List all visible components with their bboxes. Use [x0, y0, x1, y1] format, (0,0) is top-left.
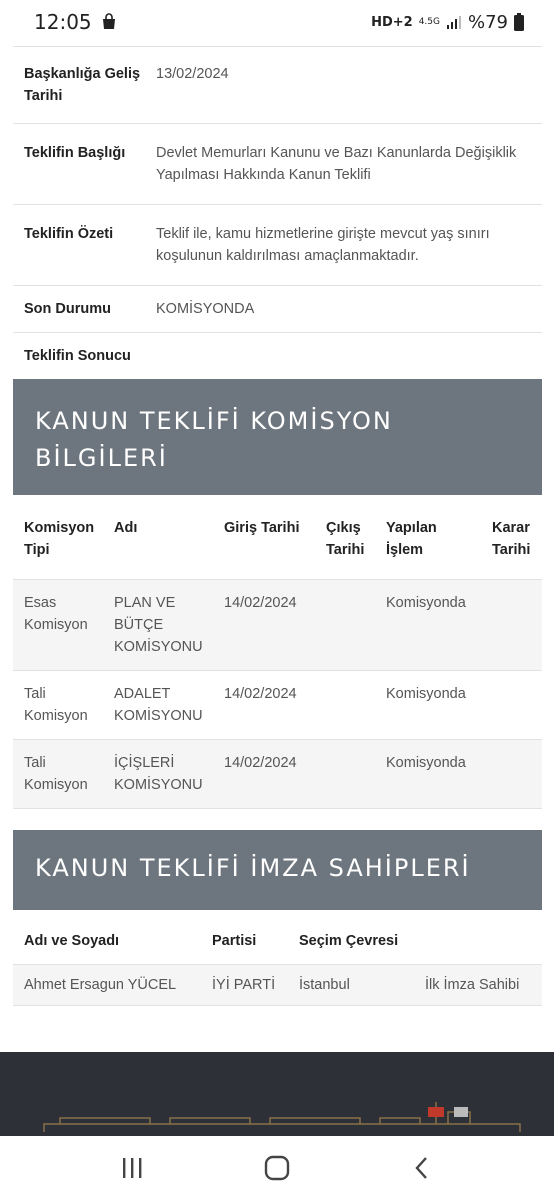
table-header-row — [13, 517, 542, 580]
battery-icon — [514, 13, 524, 31]
signatories-table — [13, 930, 542, 1006]
commission-link[interactable]: ADALET KOMİSYONU — [103, 671, 213, 740]
detail-label: Teklifin Sonucu — [24, 348, 131, 364]
battery-percent: %79 — [467, 11, 508, 33]
status-bar — [0, 0, 554, 44]
recent-apps-icon — [120, 1157, 144, 1179]
column-header: Yapılan İşlem — [386, 520, 437, 558]
cell-action: Komisyonda — [375, 740, 481, 809]
detail-row-status — [13, 286, 542, 333]
table-row — [13, 740, 542, 809]
back-button[interactable] — [402, 1148, 442, 1188]
column-header: Adı ve Soyadı — [24, 933, 120, 949]
detail-label: Teklifin Başlığı — [24, 145, 126, 161]
column-header: Komisyon Tipi — [24, 520, 95, 558]
signatory-name-link[interactable]: Ahmet Ersagun YÜCEL — [13, 965, 201, 1006]
cell-entry-date: 14/02/2024 — [213, 740, 315, 809]
back-chevron-icon — [414, 1156, 430, 1180]
detail-row-result — [13, 333, 542, 380]
cell-action: Komisyonda — [375, 580, 481, 671]
cell-party: İYİ PARTİ — [201, 965, 288, 1006]
commission-table — [13, 517, 542, 809]
cell-type: Esas Komisyon — [13, 580, 103, 671]
column-header: Giriş Tarihi — [224, 520, 300, 536]
commission-link[interactable]: PLAN VE BÜTÇE KOMİSYONU — [103, 580, 213, 671]
column-header: Adı — [114, 520, 138, 536]
detail-row-summary — [13, 205, 542, 286]
status-net-type: 4.5G — [418, 16, 440, 27]
detail-value — [156, 345, 542, 367]
cell-decision-date — [481, 740, 542, 809]
cell-type: Tali Komisyon — [13, 740, 103, 809]
signatories-section-title: KANUN TEKLİFİ İMZA SAHİPLERİ — [13, 830, 542, 910]
parliament-building-illustration — [0, 1052, 554, 1142]
detail-label: Teklifin Özeti — [24, 226, 114, 242]
cell-role: İlk İmza Sahibi — [414, 965, 542, 1006]
column-header: Çıkış Tarihi — [326, 520, 365, 558]
column-header: Karar Tarihi — [492, 520, 531, 558]
cell-exit-date — [315, 580, 375, 671]
shopping-bag-icon — [100, 13, 118, 31]
detail-row-arrival-date — [13, 46, 542, 124]
table-header-row — [13, 930, 542, 965]
detail-value: Teklif ile, kamu hizmetlerine girişte mevcut yaş sınırı koşulunun kaldırılması amaçlanmaktadır. — [156, 226, 490, 264]
home-icon — [264, 1155, 290, 1181]
home-button[interactable] — [257, 1148, 297, 1188]
commission-link[interactable]: İÇİŞLERİ KOMİSYONU — [103, 740, 213, 809]
proposal-details — [13, 46, 542, 380]
cell-constituency: İstanbul — [288, 965, 414, 1006]
detail-label: Başkanlığa Geliş Tarihi — [24, 66, 141, 104]
cell-type: Tali Komisyon — [13, 671, 103, 740]
status-time: 12:05 — [34, 10, 92, 34]
cell-action: Komisyonda — [375, 671, 481, 740]
cell-exit-date — [315, 740, 375, 809]
cell-exit-date — [315, 671, 375, 740]
android-nav-bar — [0, 1136, 554, 1200]
cell-entry-date: 14/02/2024 — [213, 671, 315, 740]
detail-value: KOMİSYONDA — [156, 301, 255, 317]
cell-entry-date: 14/02/2024 — [213, 580, 315, 671]
column-header — [414, 930, 542, 965]
detail-value: 13/02/2024 — [156, 66, 229, 82]
detail-row-title — [13, 124, 542, 205]
status-network-label: HD+2 — [371, 14, 413, 30]
table-row — [13, 965, 542, 1006]
column-header: Seçim Çevresi — [299, 933, 399, 949]
commission-section-title: KANUN TEKLİFİ KOMİSYON BİLGİLERİ — [13, 379, 542, 495]
detail-value: Devlet Memurları Kanunu ve Bazı Kanunlarda Değişiklik Yapılması Hakkında Kanun Teklifi — [156, 145, 517, 183]
recent-apps-button[interactable] — [112, 1148, 152, 1188]
cell-decision-date — [481, 580, 542, 671]
column-header: Partisi — [212, 933, 257, 949]
signal-icon — [446, 14, 462, 30]
table-row — [13, 671, 542, 740]
table-row — [13, 580, 542, 671]
cell-decision-date — [481, 671, 542, 740]
detail-label: Son Durumu — [24, 301, 111, 317]
page-footer — [0, 1052, 554, 1142]
